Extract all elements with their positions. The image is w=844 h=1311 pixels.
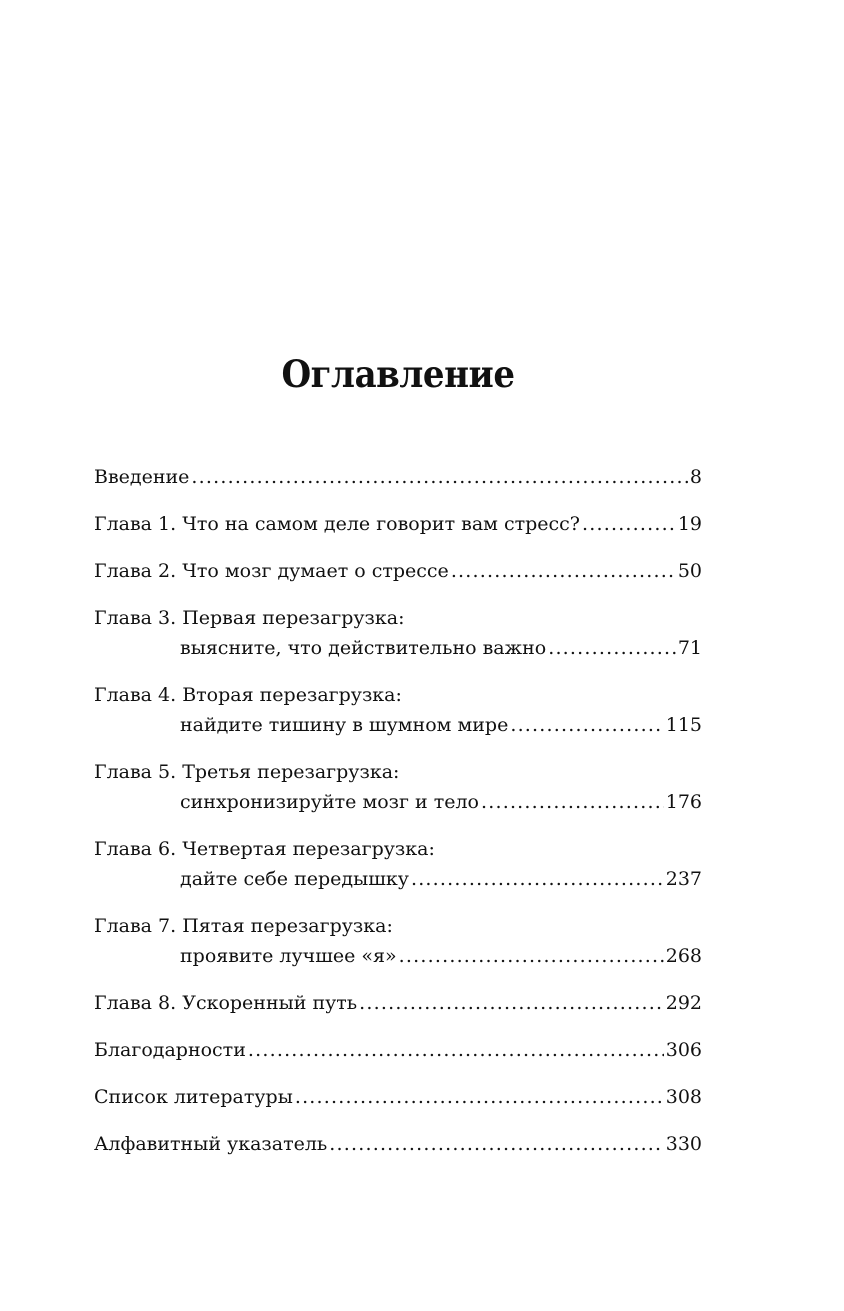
toc-entry-chapter-5[interactable]	[94, 757, 702, 817]
toc-entry-subtitle: дайте себе передышку	[180, 868, 409, 890]
page-title: Оглавление	[281, 352, 515, 396]
toc-entry-title: Глава 2. Что мозг думает о стрессе	[94, 560, 449, 582]
toc-entry-title: Глава 5. Третья перезагрузка:	[94, 761, 400, 783]
dot-leader	[582, 509, 676, 539]
dot-leader	[191, 462, 687, 492]
dot-leader	[329, 1129, 663, 1159]
dot-leader	[510, 710, 663, 740]
dot-leader	[451, 556, 676, 586]
toc-page-number: 292	[665, 992, 702, 1014]
toc-entry-chapter-8[interactable]	[94, 988, 702, 1018]
toc-page-number: 8	[689, 466, 702, 488]
toc-entry-chapter-4[interactable]	[94, 680, 702, 740]
dot-leader	[399, 941, 664, 971]
toc-entry-chapter-3[interactable]	[94, 603, 702, 663]
toc-page-number: 115	[665, 714, 702, 736]
toc-entry-title: Алфавитный указатель	[94, 1133, 328, 1155]
toc-page-number: 237	[665, 868, 702, 890]
toc-entry-title: Благодарности	[94, 1039, 246, 1061]
dot-leader	[359, 988, 664, 1018]
toc-page-number: 176	[665, 791, 702, 813]
toc-entry-subtitle: проявите лучшее «я»	[180, 945, 397, 967]
toc-entry-title: Глава 3. Первая перезагрузка:	[94, 607, 405, 629]
toc-page-number: 71	[677, 637, 702, 659]
toc-entry-title: Глава 1. Что на самом деле говорит вам стресс?	[94, 513, 580, 535]
toc-entry-chapter-7[interactable]	[94, 911, 702, 971]
dot-leader	[295, 1082, 664, 1112]
toc-entry-subtitle: синхронизируйте мозг и тело	[180, 791, 479, 813]
dot-leader	[411, 864, 664, 894]
toc-entry-chapter-2[interactable]	[94, 556, 702, 586]
toc-page-number: 308	[665, 1086, 702, 1108]
dot-leader	[481, 787, 664, 817]
toc-entry-title: Список литературы	[94, 1086, 293, 1108]
toc-entry-subtitle: найдите тишину в шумном мире	[180, 714, 509, 736]
toc-entry-acknowledgements[interactable]	[94, 1035, 702, 1065]
toc-entry-chapter-1[interactable]	[94, 509, 702, 539]
toc-entry-introduction[interactable]	[94, 462, 702, 492]
toc-entry-chapter-6[interactable]	[94, 834, 702, 894]
toc-page-number: 330	[665, 1133, 702, 1155]
toc-entry-title: Введение	[94, 466, 190, 488]
toc-page-number: 19	[677, 513, 702, 535]
dot-leader	[548, 633, 676, 663]
toc-page-number: 50	[677, 560, 702, 582]
toc-page-number: 268	[665, 945, 702, 967]
table-of-contents	[94, 462, 702, 1176]
toc-entry-title: Глава 4. Вторая перезагрузка:	[94, 684, 402, 706]
toc-entry-title: Глава 6. Четвертая перезагрузка:	[94, 838, 435, 860]
toc-entry-index[interactable]	[94, 1129, 702, 1159]
toc-entry-subtitle: выясните, что действительно важно	[180, 637, 547, 659]
toc-page-number: 306	[665, 1039, 702, 1061]
dot-leader	[248, 1035, 664, 1065]
toc-entry-bibliography[interactable]	[94, 1082, 702, 1112]
toc-entry-title: Глава 7. Пятая перезагрузка:	[94, 915, 393, 937]
toc-entry-title: Глава 8. Ускоренный путь	[94, 992, 358, 1014]
